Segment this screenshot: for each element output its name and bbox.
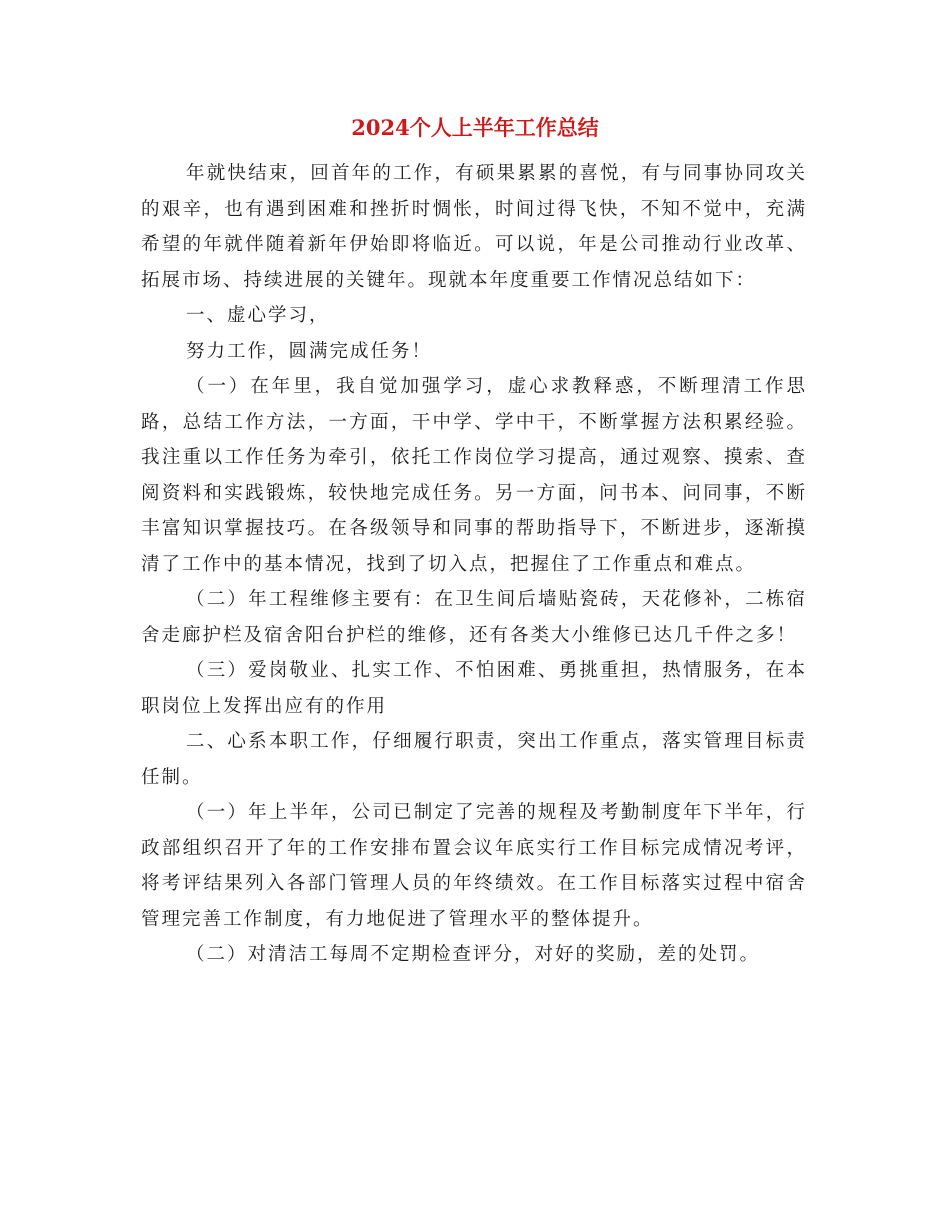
document-body — [141, 156, 807, 973]
heading-section-1-cont: 努力工作，圆满完成任务！ — [186, 340, 433, 362]
paragraph-1-3: （三）爱岗敬业、扎实工作、不怕困难、勇挑重担，热情服务，在本职岗位上发挥出应有的作用 — [141, 660, 807, 717]
heading-section-2: 二、心系本职工作，仔细履行职责，突出工作重点，落实管理目标责任制。 — [141, 731, 807, 788]
paragraph-1-1: （一）在年里，我自觉加强学习，虚心求教释惑，不断理清工作思路，总结工作方法，一方面，干中学、学中干，不断掌握方法积累经验。我注重以工作任务为牵引，依托工作岗位学习提高，通过观察、摸索、查阅资料和实践锻炼，较快地完成任务。另一方面，问书本、问同事，不断丰富知识掌握技巧。在各级领导和同事的帮助指导下，不断进步，逐渐摸清了工作中的基本情况，找到了切入点，把握住了工作重点和难点。 — [141, 376, 807, 575]
document-title: 2024个人上半年工作总结 — [351, 115, 599, 140]
paragraph-2-1: （一）年上半年，公司已制定了完善的规程及考勤制度年下半年，行政部组织召开了年的工作安排布置会议年底实行工作目标完成情况考评，将考评结果列入各部门管理人员的年终绩效。在工作目标落实过程中宿舍管理完善工作制度，有力地促进了管理水平的整体提升。 — [141, 802, 807, 930]
heading-section-1: 一、虚心学习， — [186, 305, 330, 326]
paragraph-1-2: （二）年工程维修主要有：在卫生间后墙贴瓷砖，天花修补，二栋宿舍走廊护栏及宿舍阳台护栏的维修，还有各类大小维修已达几千件之多！ — [141, 589, 807, 646]
paragraph-intro: 年就快结束，回首年的工作，有硕果累累的喜悦，有与同事协同攻关的艰辛，也有遇到困难和挫折时惆怅，时间过得飞快，不知不觉中，充满希望的年就伴随着新年伊始即将临近。可以说，年是公司推动行业改革、拓展市场、持续进展的关键年。现就本年度重要工作情况总结如下： — [141, 163, 807, 291]
paragraph-2-2: （二）对清洁工每周不定期检查评分，对好的奖励，差的处罚。 — [186, 944, 761, 965]
